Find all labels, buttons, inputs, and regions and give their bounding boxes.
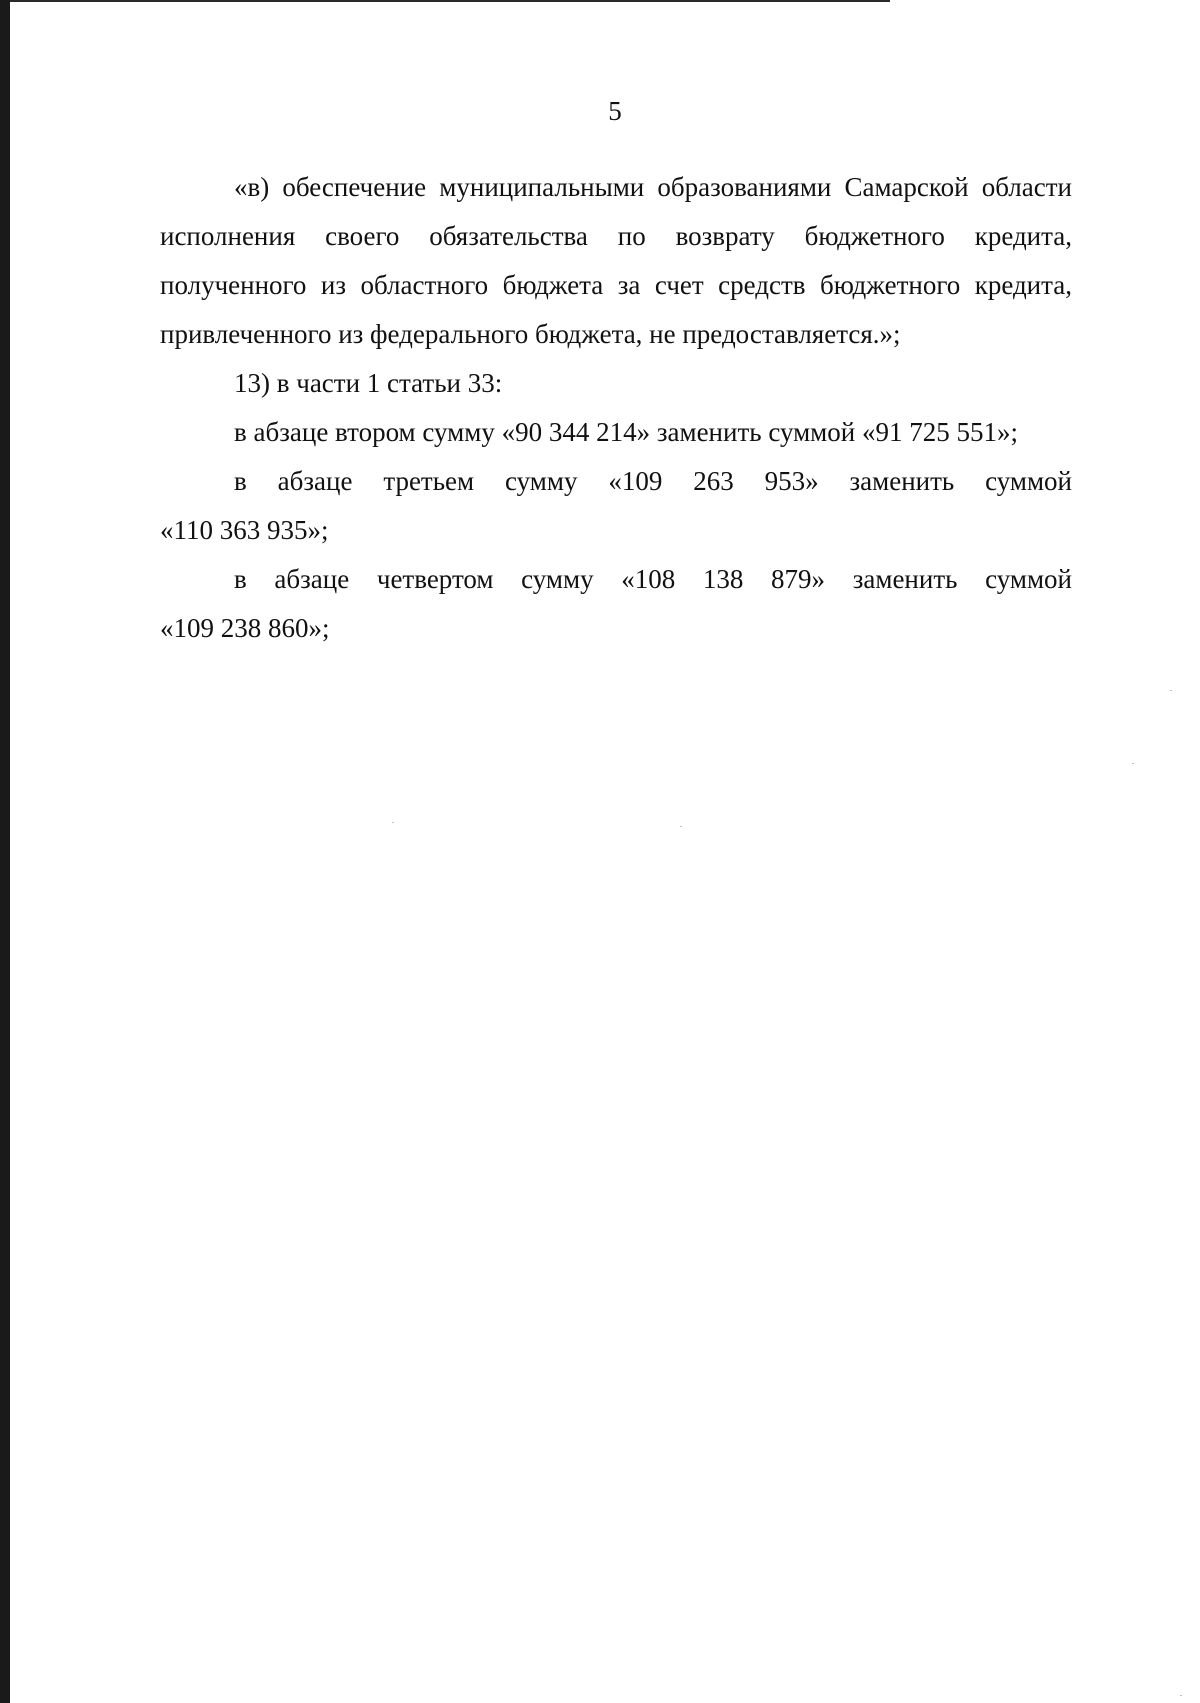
scan-edge-top [10,0,890,2]
scan-speck [392,822,394,823]
paragraph-v: «в) обеспечение муниципальными образованиями Самарской области исполнения своего обязательства по возврату бюджетного кредита, полученного из областного бюджета за счет средств бюджетного кредита, привлеченного из федерального бюджета, не предоставляется.»; [160,172,1072,349]
paragraph-fourth-line-1: в абзаце четвертом сумму «108 138 879» заменить суммой [234,564,1072,594]
scan-speck [1170,690,1172,691]
paragraph-fourth-line-2: «109 238 860»; [160,613,330,643]
document-body [160,163,1072,653]
paragraph-third-line-2: «110 363 935»; [160,515,329,545]
paragraph-third-line-1: в абзаце третьем сумму «109 263 953» заменить суммой [234,466,1072,496]
paragraph-second-sum: в абзаце втором сумму «90 344 214» заменить суммой «91 725 551»; [234,417,1018,447]
paragraph-third-sum [160,457,1072,555]
page-number: 5 [608,96,622,126]
scan-speck [1180,1695,1182,1696]
scan-speck [680,826,682,827]
scan-speck [1132,763,1134,764]
paragraph-fourth-sum [160,555,1072,653]
item-13: 13) в части 1 статьи 33: [234,368,503,398]
scan-edge-left [0,0,10,1703]
